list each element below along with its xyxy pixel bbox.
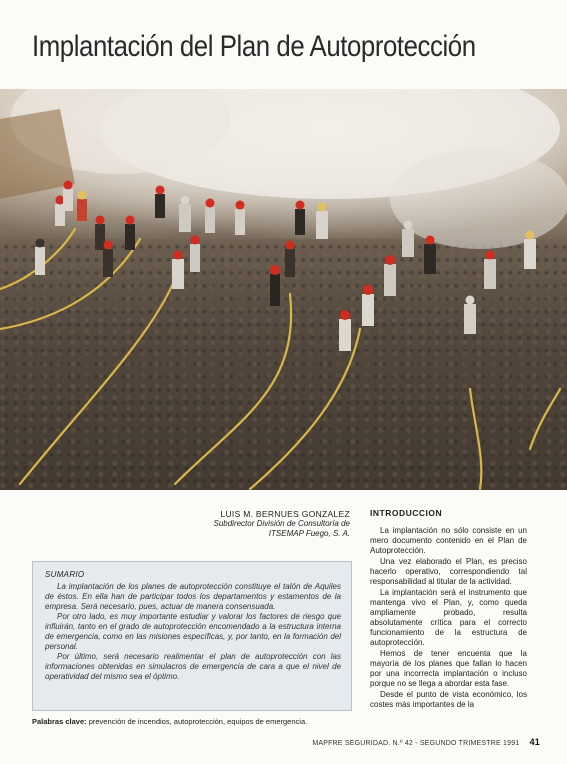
summary-heading: SUMARIO: [45, 570, 85, 579]
introduction-column: [370, 508, 527, 711]
intro-paragraph: La implantación será el instrumento que mantenga vivo el Plan, y, como queda ampliamente probado, resulta absolutamente crítica para el correcto funcionamiento de la estructura de autoprotección.: [370, 588, 527, 647]
intro-paragraph: Hemos de tener encuenta que la mayoría de los planes que fallan lo hacen por una incorrecta implantación o incluso porque no se llega a abordar esta fase.: [370, 649, 527, 688]
publication-info: MAPFRE SEGURIDAD. N.º 42 - SEGUNDO TRIMESTRE 1991: [312, 740, 520, 747]
author-name: LUIS M. BERNUES GONZALEZ: [220, 509, 350, 519]
introduction-heading: INTRODUCCION: [370, 508, 443, 518]
byline: [200, 509, 350, 539]
intro-paragraph: Desde el punto de vista económico, los costes más importantes de la: [370, 690, 527, 709]
keywords-label: Palabras clave:: [32, 717, 87, 726]
page-footer: [300, 737, 540, 747]
photo-illustration: [0, 89, 567, 490]
summary-box: [32, 561, 352, 711]
firefighters-photo: [0, 89, 567, 490]
intro-paragraph: La implantación no sólo consiste en un mero documento contenido en el Plan de Autoprotección.: [370, 526, 527, 555]
intro-paragraph: Una vez elaborado el Plan, es preciso hacerlo operativo, correspondiendo tal responsabilidad al titular de la actividad.: [370, 557, 527, 586]
summary-paragraph: Por último, será necesario realimentar el plan de autoprotección con las informaciones obtenidas en simulacros de emergencia de cara a que el nivel de operatividad del mismo sea el óptimo.: [45, 652, 341, 681]
author-position: Subdirector División de Consultoría de ITSEMAP Fuego, S. A.: [213, 519, 350, 538]
summary-paragraph: La implantación de los planes de autoprotección constituye el talón de Aquiles de éstos. En ella han de participar todos los departamentos y estamentos de la empresa. Será necesario, pues, actuar de manera consensuada.: [45, 582, 341, 611]
keywords-text: prevención de incendios, autoprotección, equipos de emergencia.: [88, 717, 308, 726]
keywords: [32, 717, 362, 726]
summary-paragraph: Por otro lado, es muy importante estudiar y valorar los factores de riesgo que influirán, tanto en el grado de autoprotección encomendado a la estructura interna de emergencia, como en las misiones específicas, y, por tanto, en la formación del personal.: [45, 612, 341, 651]
article-title: Implantación del Plan de Autoprotección: [32, 30, 476, 63]
page-number: 41: [529, 737, 540, 747]
